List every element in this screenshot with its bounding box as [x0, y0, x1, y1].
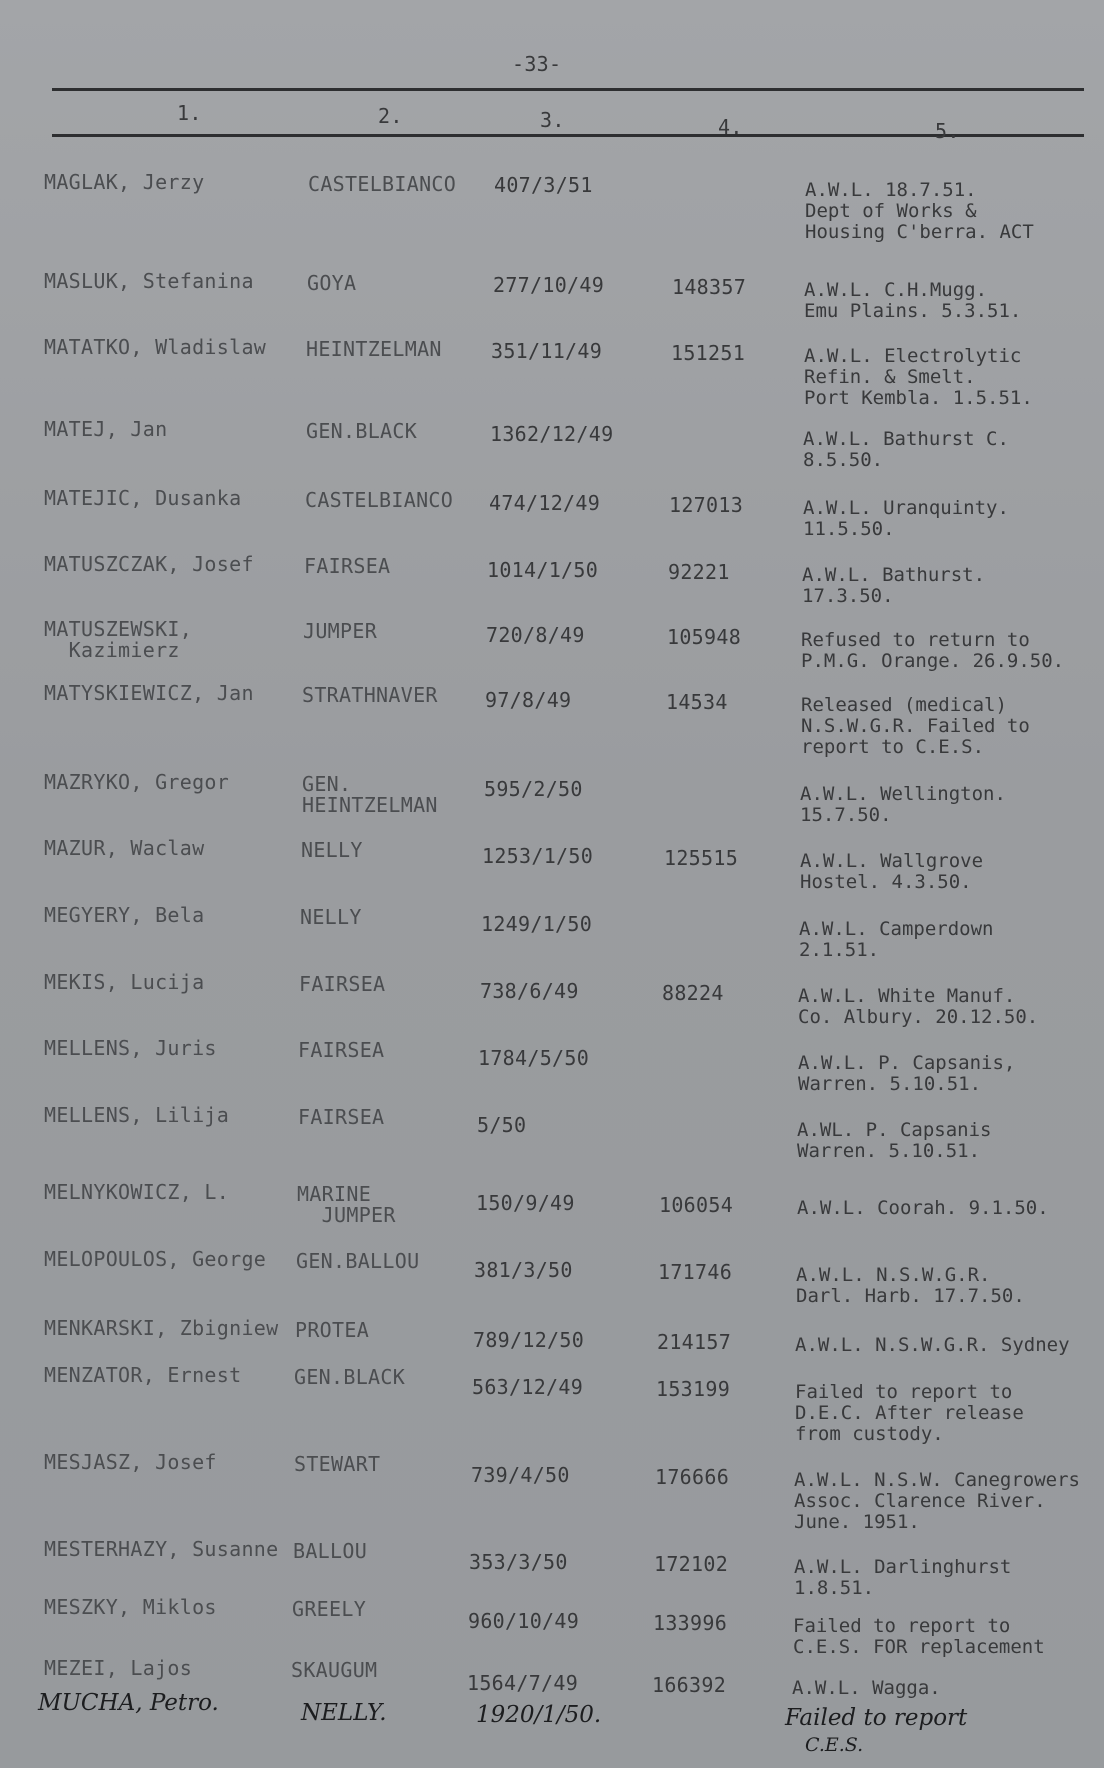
row-ship: CASTELBIANCO [305, 488, 454, 512]
row-ref: 1014/1/50 [487, 558, 599, 582]
column-header-2: 2. [378, 104, 403, 128]
row-remarks-line: Assoc. Clarence River. [794, 1490, 1046, 1512]
row-name: MATUSZCZAK, Josef [44, 552, 254, 576]
row-ref: 5/50 [477, 1113, 527, 1137]
row-remarks [798, 986, 1094, 1028]
row-name: MASLUK, Stefanina [44, 269, 254, 293]
row-remarks-line: Darl. Harb. 17.7.50. [796, 1285, 1025, 1307]
row-remarks-line: Dept of Works & [805, 200, 977, 222]
row-remarks-line: A.W.L. Wallgrove [800, 850, 984, 872]
row-remarks-line: Hostel. 4.3.50. [800, 871, 972, 893]
row-number: 133996 [653, 1611, 728, 1635]
row-ship: FAIRSEA [298, 1038, 385, 1062]
row-name: MATYSKIEWICZ, Jan [44, 681, 254, 705]
row-remarks-line: A.W.L. Uranquinty. [803, 497, 1009, 519]
row-name: MAGLAK, Jerzy [44, 170, 205, 194]
row-remarks-line: A.W.L. C.H.Mugg. [804, 279, 988, 301]
row-name: MATUSZEWSKI, Kazimierz [44, 617, 193, 662]
row-remarks-line: report to C.E.S. [801, 736, 985, 758]
row-ref: 381/3/50 [474, 1258, 573, 1282]
row-name: MESTERHAZY, Susanne [44, 1537, 279, 1561]
row-remarks [802, 565, 1098, 607]
row-remarks-line: Co. Albury. 20.12.50. [798, 1006, 1039, 1028]
row-remarks-line: P.M.G. Orange. 26.9.50. [801, 650, 1065, 672]
row-remarks [803, 498, 1099, 540]
row-ship: STRATHNAVER [302, 683, 438, 707]
row-ref: 1253/1/50 [482, 844, 594, 868]
row-remarks [801, 695, 1097, 758]
row-ref: 150/9/49 [476, 1191, 575, 1215]
row-remarks-line: A.W.L. P. Capsanis, [798, 1052, 1016, 1074]
row-remarks [800, 851, 1096, 893]
row-remarks [798, 1053, 1094, 1095]
row-ref: 353/3/50 [469, 1550, 568, 1574]
row-number: 92221 [668, 560, 730, 584]
row-remarks-line: A.W.L. Bathurst. [802, 564, 986, 586]
row-ship: GOYA [307, 271, 357, 295]
row-ref: 1249/1/50 [481, 912, 593, 936]
row-remarks [801, 630, 1097, 672]
row-ref: 277/10/49 [493, 273, 605, 297]
row-ref: 474/12/49 [489, 491, 601, 515]
row-remarks-line: A.W.L. Electrolytic [804, 345, 1022, 367]
row-ship: SKAUGUM [291, 1658, 378, 1682]
row-number: 172102 [654, 1552, 729, 1576]
row-remarks [794, 1470, 1090, 1533]
row-remarks-line: A.W.L. Bathurst C. [803, 428, 1009, 450]
row-number: 106054 [659, 1193, 734, 1217]
row-remarks-line: A.W.L. Coorah. 9.1.50. [797, 1197, 1049, 1219]
row-name: MATATKO, Wladislaw [44, 335, 267, 359]
row-remarks-line: Refin. & Smelt. [804, 366, 976, 388]
row-ref: 1784/5/50 [478, 1046, 590, 1070]
row-remarks-line: Housing C'berra. ACT [805, 221, 1034, 243]
row-ship: STEWART [294, 1452, 381, 1476]
row-number: 125515 [664, 846, 739, 870]
row-ship: GEN.BLACK [294, 1365, 406, 1389]
row-ship: GREELY [292, 1597, 367, 1621]
row-remarks [792, 1678, 1088, 1699]
row-ref: 739/4/50 [471, 1463, 570, 1487]
row-name: MENZATOR, Ernest [44, 1363, 242, 1387]
row-remarks-line: A.W.L. Wagga. [792, 1677, 941, 1699]
row-name: MELLENS, Lilija [44, 1103, 230, 1127]
row-name: MAZRYKO, Gregor [44, 770, 230, 794]
row-remarks-line: Emu Plains. 5.3.51. [804, 300, 1022, 322]
handwritten-remarks-line-1: Failed to report [785, 1705, 968, 1731]
row-ship: GEN. HEINTZELMAN [302, 772, 438, 817]
header-rule-top [52, 88, 1084, 91]
row-number: 214157 [657, 1330, 732, 1354]
row-ship: JUMPER [303, 619, 378, 643]
row-ref: 351/11/49 [491, 339, 603, 363]
row-ship: NELLY [301, 838, 363, 862]
row-remarks-line: Failed to report to [793, 1615, 1011, 1637]
row-ship: HEINTZELMAN [306, 337, 442, 361]
row-remarks [804, 346, 1100, 409]
row-ship: PROTEA [295, 1318, 370, 1342]
row-number: 166392 [652, 1673, 727, 1697]
row-name: MELOPOULOS, George [44, 1247, 267, 1271]
row-remarks-line: 8.5.50. [803, 449, 884, 471]
row-remarks-line: 11.5.50. [803, 518, 895, 540]
row-ship: GEN.BALLOU [296, 1249, 420, 1273]
row-remarks-line: June. 1951. [794, 1511, 920, 1533]
row-remarks-line: 15.7.50. [800, 804, 892, 826]
row-remarks-line: D.E.C. After release [795, 1402, 1024, 1424]
row-remarks-line: 2.1.51. [799, 939, 880, 961]
row-ref: 720/8/49 [486, 623, 585, 647]
column-header-5: 5. [935, 119, 960, 143]
row-name: MEGYERY, Bela [44, 903, 205, 927]
row-remarks-line: from custody. [795, 1423, 944, 1445]
row-ref: 960/10/49 [468, 1609, 580, 1633]
row-remarks-line: Warren. 5.10.51. [797, 1140, 981, 1162]
row-remarks-line: A.W.L. N.S.W.G.R. Sydney [795, 1334, 1070, 1356]
row-ship: FAIRSEA [298, 1105, 385, 1129]
handwritten-ship: NELLY. [301, 1700, 387, 1726]
row-ref: 738/6/49 [480, 979, 579, 1003]
row-remarks [796, 1265, 1092, 1307]
handwritten-remarks-line-2: C.E.S. [805, 1734, 864, 1756]
row-remarks [803, 429, 1099, 471]
row-remarks-line: A.W.L. Darlinghurst [794, 1556, 1012, 1578]
row-name: MEZEI, Lajos [44, 1656, 193, 1680]
row-remarks-line: 1.8.51. [794, 1577, 875, 1599]
row-ref: 1362/12/49 [490, 422, 614, 446]
row-number: 171746 [658, 1260, 733, 1284]
row-ship: FAIRSEA [299, 972, 386, 996]
row-name: MESZKY, Miklos [44, 1595, 217, 1619]
row-remarks [795, 1382, 1091, 1445]
row-ref: 97/8/49 [485, 688, 572, 712]
row-name: MENKARSKI, Zbigniew [44, 1316, 279, 1340]
row-remarks [800, 784, 1096, 826]
row-remarks-line: A.W.L. Wellington. [800, 783, 1006, 805]
row-remarks-line: A.W.L. Camperdown [799, 918, 994, 940]
row-name: MATEJIC, Dusanka [44, 486, 242, 510]
row-remarks [804, 280, 1100, 322]
column-header-4: 4. [718, 115, 743, 139]
row-number: 14534 [666, 690, 728, 714]
row-number: 127013 [669, 493, 744, 517]
row-ship: NELLY [300, 905, 362, 929]
row-ship: MARINE JUMPER [297, 1182, 396, 1227]
row-remarks-line: A.W.L. N.S.W.G.R. [796, 1264, 991, 1286]
row-ref: 563/12/49 [472, 1375, 584, 1399]
row-number: 148357 [672, 275, 747, 299]
row-remarks-line: Warren. 5.10.51. [798, 1073, 982, 1095]
header-rule-bottom [52, 134, 1084, 137]
row-remarks [797, 1120, 1093, 1162]
row-remarks-line: Failed to report to [795, 1381, 1013, 1403]
row-ref: 407/3/51 [494, 173, 593, 197]
row-number: 153199 [656, 1377, 731, 1401]
row-remarks-line: Released (medical) [801, 694, 1007, 716]
row-number: 105948 [667, 625, 742, 649]
row-name: MEKIS, Lucija [44, 970, 205, 994]
row-remarks [795, 1335, 1091, 1356]
row-number: 151251 [671, 341, 746, 365]
row-ship: CASTELBIANCO [308, 172, 457, 196]
row-remarks-line: C.E.S. FOR replacement [793, 1636, 1045, 1658]
row-remarks [805, 180, 1101, 243]
row-remarks-line: Port Kembla. 1.5.51. [804, 387, 1033, 409]
row-name: MELLENS, Juris [44, 1036, 217, 1060]
row-remarks [799, 919, 1095, 961]
row-ref: 595/2/50 [484, 777, 583, 801]
row-remarks-line: A.W.L. 18.7.51. [805, 179, 977, 201]
row-remarks-line: N.S.W.G.R. Failed to [801, 715, 1030, 737]
row-number: 176666 [655, 1465, 730, 1489]
row-remarks [797, 1198, 1093, 1219]
row-remarks-line: A.W.L. N.S.W. Canegrowers [794, 1469, 1080, 1491]
row-remarks [793, 1616, 1089, 1658]
row-remarks-line: A.WL. P. Capsanis [797, 1119, 992, 1141]
row-ship: GEN.BLACK [306, 419, 418, 443]
row-name: MAZUR, Waclaw [44, 836, 205, 860]
row-name: MESJASZ, Josef [44, 1450, 217, 1474]
column-header-1: 1. [177, 101, 202, 125]
row-number: 88224 [662, 981, 724, 1005]
handwritten-name: MUCHA, Petro. [38, 1690, 219, 1716]
row-name: MELNYKOWICZ, L. [44, 1180, 230, 1204]
row-ref: 1564/7/49 [467, 1671, 579, 1695]
row-remarks-line: A.W.L. White Manuf. [798, 985, 1016, 1007]
row-remarks-line: Refused to return to [801, 629, 1030, 651]
row-name: MATEJ, Jan [44, 417, 168, 441]
row-ship: BALLOU [293, 1539, 368, 1563]
page-number: -33- [512, 52, 562, 76]
row-remarks [794, 1557, 1090, 1599]
column-header-3: 3. [540, 108, 565, 132]
handwritten-ref: 1920/1/50. [476, 1702, 602, 1728]
row-remarks-line: 17.3.50. [802, 585, 894, 607]
row-ref: 789/12/50 [473, 1328, 585, 1352]
row-ship: FAIRSEA [304, 554, 391, 578]
